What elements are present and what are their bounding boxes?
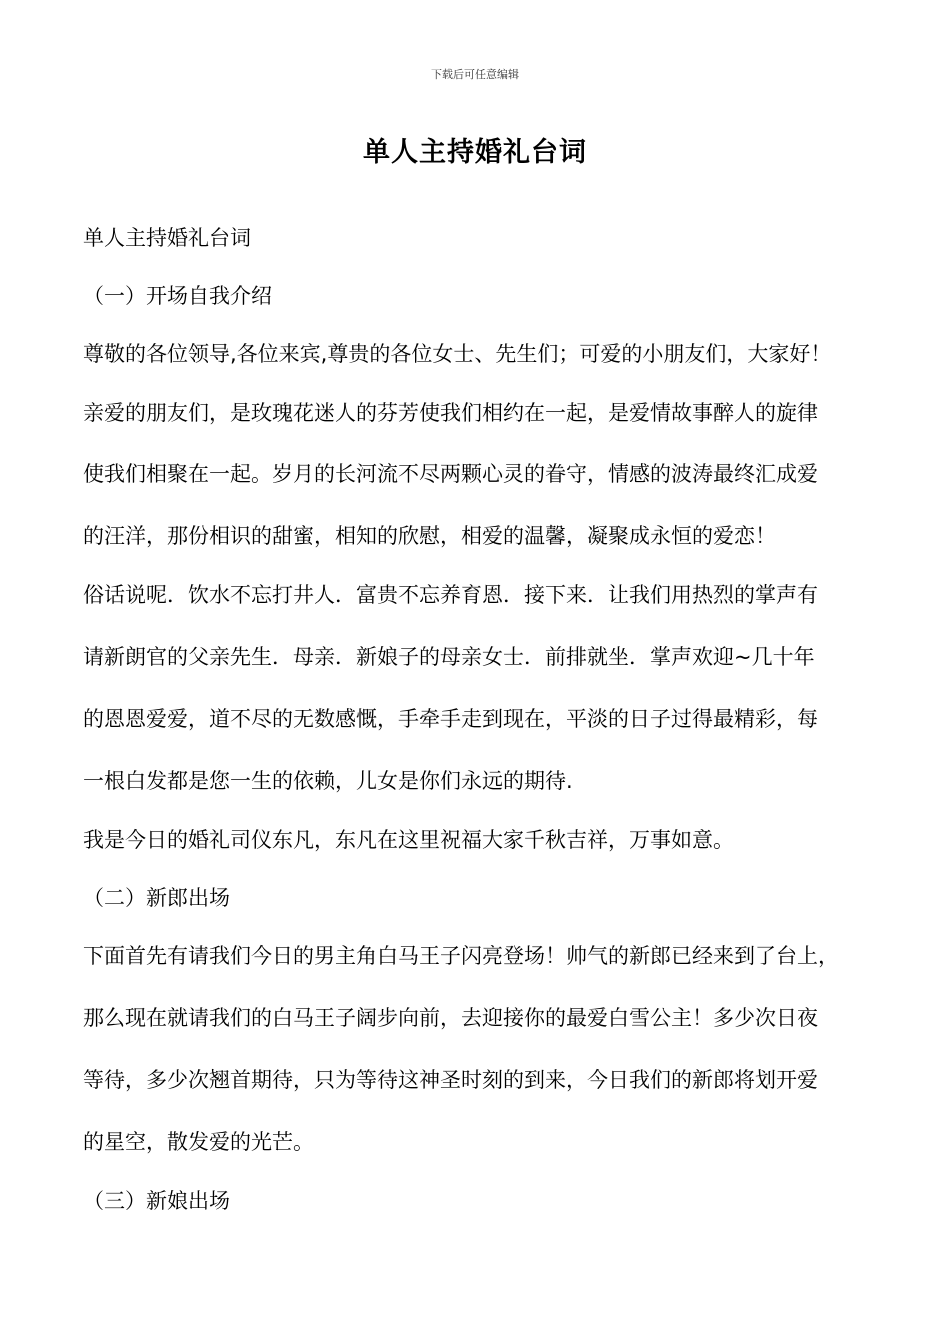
section-heading-1: （一）开场自我介绍 (83, 284, 272, 308)
paragraph-line: 俗话说呢．饮水不忘打井人．富贵不忘养育恩．接下来．让我们用热烈的掌声有 (83, 583, 818, 607)
paragraph-line: 等待，多少次翘首期待，只为等待这神圣时刻的到来，今日我们的新郎将划开爱 (83, 1068, 818, 1092)
paragraph-line: 我是今日的婚礼司仪东凡，东凡在这里祝福大家千秋吉祥，万事如意。 (83, 828, 734, 852)
paragraph-line: 下面首先有请我们今日的男主角白马王子闪亮登场！帅气的新郎已经来到了台上， (83, 944, 839, 968)
section-heading-3: （三）新娘出场 (83, 1189, 230, 1213)
section-heading-2: （二）新郎出场 (83, 886, 230, 910)
paragraph-line: 的汪洋，那份相识的甜蜜，相知的欣慰，相爱的温馨，凝聚成永恒的爱恋！ (83, 524, 776, 548)
paragraph-line: 亲爱的朋友们，是玫瑰花迷人的芬芳使我们相约在一起，是爱情故事醉人的旋律 (83, 401, 818, 425)
document-title: 单人主持婚礼台词 (363, 137, 587, 168)
header-note: 下载后可任意编辑 (431, 68, 519, 81)
subtitle-line: 单人主持婚礼台词 (83, 226, 251, 250)
paragraph-line: 使我们相聚在一起。岁月的长河流不尽两颗心灵的眷守，情感的波涛最终汇成爱 (83, 462, 818, 486)
paragraph-line: 尊敬的各位领导,各位来宾,尊贵的各位女士、先生们；可爱的小朋友们，大家好！ (83, 342, 832, 366)
paragraph-line: 的恩恩爱爱，道不尽的无数感慨，手牵手走到现在，平淡的日子过得最精彩，每 (83, 707, 818, 731)
paragraph-line: 的星空，散发爱的光芒。 (83, 1130, 314, 1154)
paragraph-line: 一根白发都是您一生的依赖，儿女是你们永远的期待. (83, 769, 573, 793)
paragraph-line: 请新朗官的父亲先生．母亲．新娘子的母亲女士．前排就坐．掌声欢迎~几十年 (83, 645, 815, 669)
paragraph-line: 那么现在就请我们的白马王子阔步向前，去迎接你的最爱白雪公主！多少次日夜 (83, 1006, 818, 1030)
